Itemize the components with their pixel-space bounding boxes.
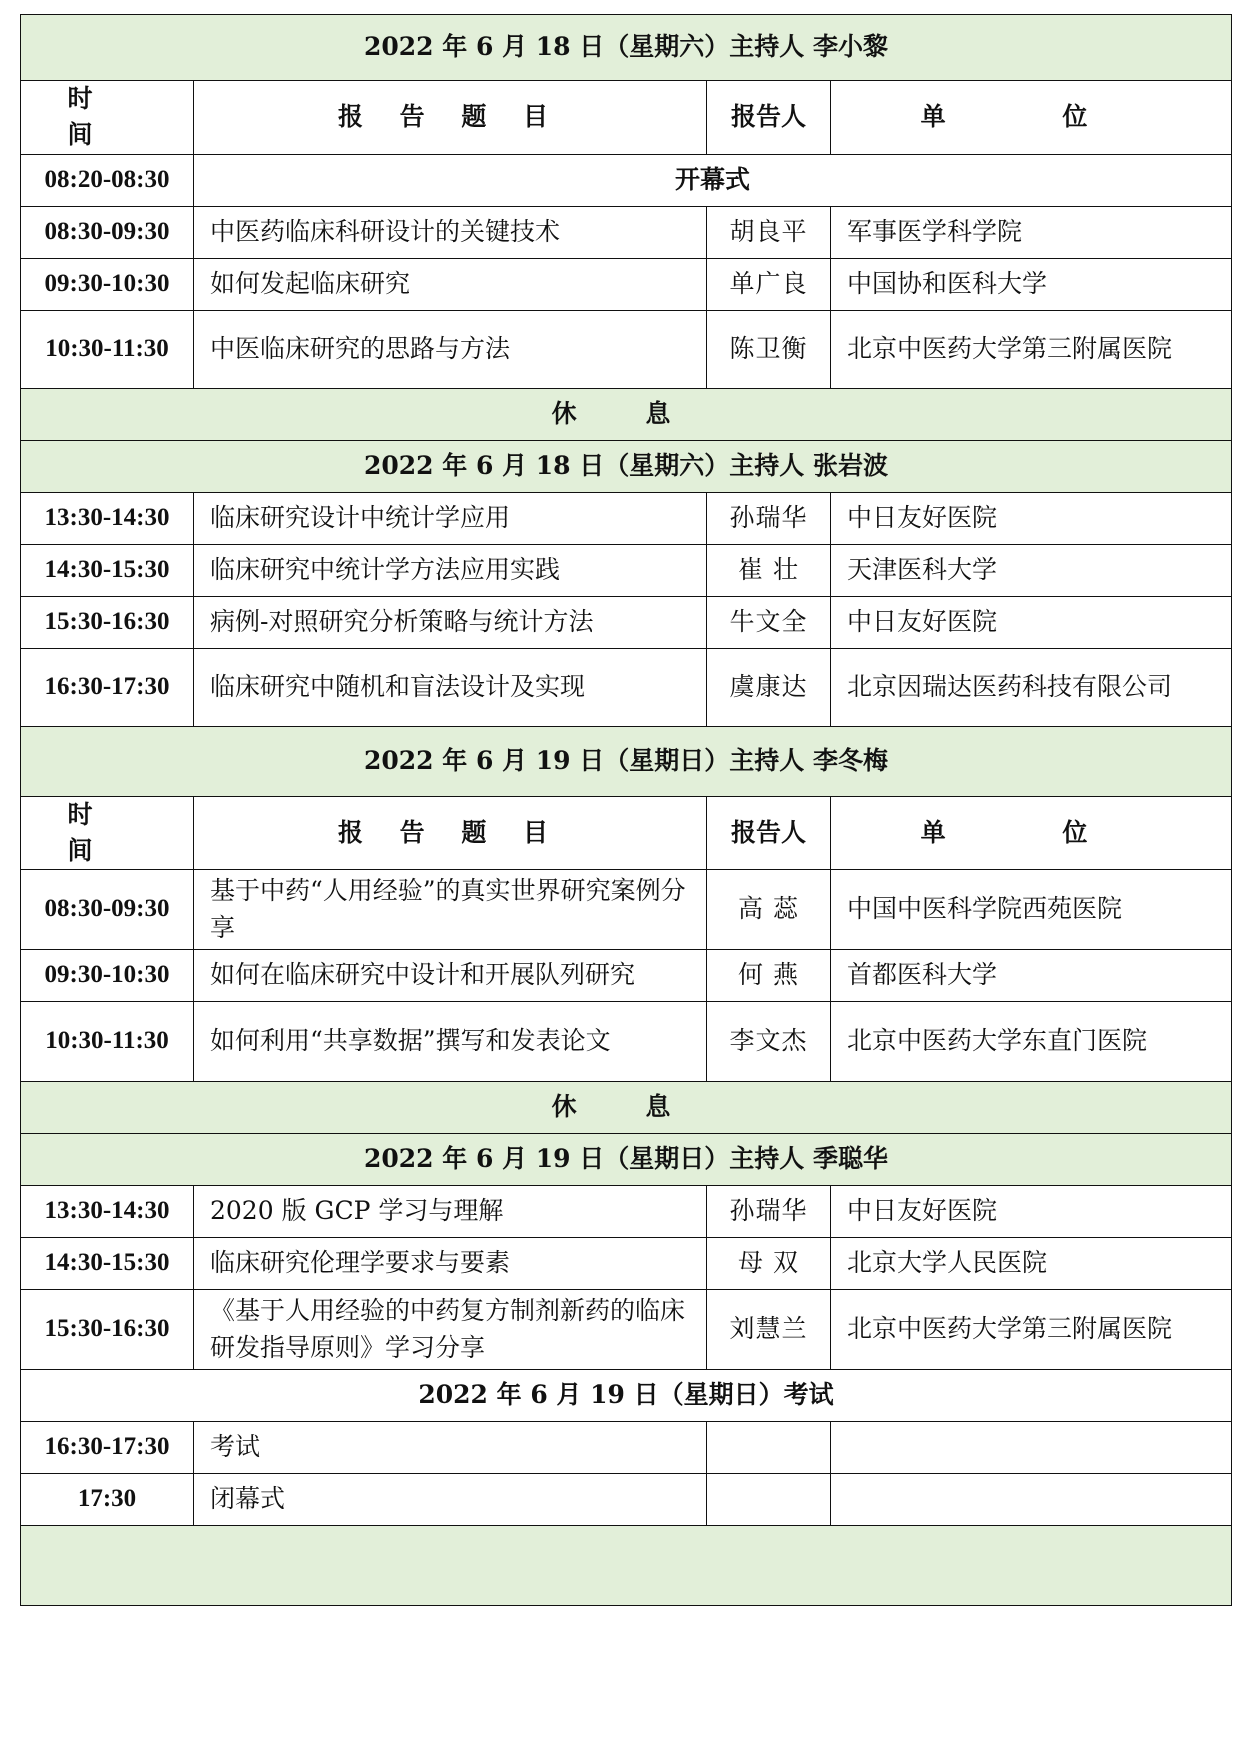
table-row xyxy=(21,1002,1232,1082)
speaker-cell: 母 双 xyxy=(707,1238,831,1290)
time-cell: 16:30-17:30 xyxy=(21,648,194,726)
time-cell: 10:30-11:30 xyxy=(21,1002,194,1082)
column-header-row xyxy=(21,796,1232,870)
unit-cell: 中日友好医院 xyxy=(831,1186,1232,1238)
unit-cell: 中日友好医院 xyxy=(831,492,1232,544)
speaker-cell: 孙瑞华 xyxy=(707,1186,831,1238)
footer-empty-row xyxy=(21,1526,1232,1606)
unit-cell: 北京大学人民医院 xyxy=(831,1238,1232,1290)
header-unit: 单 位 xyxy=(831,796,1232,870)
time-cell: 09:30-10:30 xyxy=(21,950,194,1002)
speaker-cell: 单广良 xyxy=(707,258,831,310)
break-row xyxy=(21,388,1232,440)
speaker-cell: 孙瑞华 xyxy=(707,492,831,544)
session-title-row xyxy=(21,15,1232,81)
exam-title-row xyxy=(21,1370,1232,1422)
time-cell: 15:30-16:30 xyxy=(21,596,194,648)
time-cell: 08:30-09:30 xyxy=(21,870,194,950)
break-label: 休 息 xyxy=(21,388,1232,440)
column-header-row xyxy=(21,81,1232,155)
session-title: 2022 年 6 月 19 日（星期日）主持人 李冬梅 xyxy=(21,726,1232,796)
session-title-row xyxy=(21,440,1232,492)
time-cell: 09:30-10:30 xyxy=(21,258,194,310)
table-row xyxy=(21,596,1232,648)
time-cell: 17:30 xyxy=(21,1474,194,1526)
unit-cell xyxy=(831,1422,1232,1474)
time-cell: 13:30-14:30 xyxy=(21,492,194,544)
unit-cell: 北京因瑞达医药科技有限公司 xyxy=(831,648,1232,726)
header-topic: 报 告 题 目 xyxy=(194,81,707,155)
speaker-cell: 陈卫衡 xyxy=(707,310,831,388)
table-row xyxy=(21,258,1232,310)
header-unit: 单 位 xyxy=(831,81,1232,155)
session-title-row xyxy=(21,726,1232,796)
topic-cell: 临床研究中统计学方法应用实践 xyxy=(194,544,707,596)
topic-cell: 《基于人用经验的中药复方制剂新药的临床研发指导原则》学习分享 xyxy=(194,1290,707,1370)
break-label: 休 息 xyxy=(21,1082,1232,1134)
table-row xyxy=(21,1290,1232,1370)
topic-cell: 考试 xyxy=(194,1422,707,1474)
schedule-table xyxy=(20,14,1232,1606)
speaker-cell xyxy=(707,1474,831,1526)
opening-ceremony: 开幕式 xyxy=(194,154,1232,206)
unit-cell: 中国中医科学院西苑医院 xyxy=(831,870,1232,950)
time-cell: 10:30-11:30 xyxy=(21,310,194,388)
table-row xyxy=(21,492,1232,544)
time-cell: 15:30-16:30 xyxy=(21,1290,194,1370)
speaker-cell: 虞康达 xyxy=(707,648,831,726)
break-row xyxy=(21,1082,1232,1134)
table-row xyxy=(21,870,1232,950)
topic-cell: 中医临床研究的思路与方法 xyxy=(194,310,707,388)
topic-cell: 临床研究中随机和盲法设计及实现 xyxy=(194,648,707,726)
table-row xyxy=(21,154,1232,206)
session-title: 2022 年 6 月 18 日（星期六）主持人 张岩波 xyxy=(21,440,1232,492)
table-row xyxy=(21,206,1232,258)
topic-cell: 如何发起临床研究 xyxy=(194,258,707,310)
speaker-cell xyxy=(707,1422,831,1474)
table-row xyxy=(21,1422,1232,1474)
table-row xyxy=(21,1186,1232,1238)
unit-cell: 中国协和医科大学 xyxy=(831,258,1232,310)
topic-cell: 如何在临床研究中设计和开展队列研究 xyxy=(194,950,707,1002)
topic-cell: 基于中药“人用经验”的真实世界研究案例分享 xyxy=(194,870,707,950)
topic-cell: 临床研究设计中统计学应用 xyxy=(194,492,707,544)
table-row xyxy=(21,1238,1232,1290)
unit-cell: 北京中医药大学第三附属医院 xyxy=(831,310,1232,388)
time-cell: 16:30-17:30 xyxy=(21,1422,194,1474)
exam-title: 2022 年 6 月 19 日（星期日）考试 xyxy=(21,1370,1232,1422)
unit-cell: 首都医科大学 xyxy=(831,950,1232,1002)
speaker-cell: 牛文全 xyxy=(707,596,831,648)
time-cell: 13:30-14:30 xyxy=(21,1186,194,1238)
table-row xyxy=(21,648,1232,726)
header-speaker: 报告人 xyxy=(707,81,831,155)
speaker-cell: 李文杰 xyxy=(707,1002,831,1082)
topic-cell: 病例-对照研究分析策略与统计方法 xyxy=(194,596,707,648)
session-title: 2022 年 6 月 19 日（星期日）主持人 季聪华 xyxy=(21,1134,1232,1186)
time-cell: 08:30-09:30 xyxy=(21,206,194,258)
table-row xyxy=(21,1474,1232,1526)
topic-cell: 如何利用“共享数据”撰写和发表论文 xyxy=(194,1002,707,1082)
topic-cell: 中医药临床科研设计的关键技术 xyxy=(194,206,707,258)
unit-cell xyxy=(831,1474,1232,1526)
speaker-cell: 刘慧兰 xyxy=(707,1290,831,1370)
topic-cell: 临床研究伦理学要求与要素 xyxy=(194,1238,707,1290)
session-title-row xyxy=(21,1134,1232,1186)
time-cell: 14:30-15:30 xyxy=(21,544,194,596)
unit-cell: 中日友好医院 xyxy=(831,596,1232,648)
topic-cell: 2020 版 GCP 学习与理解 xyxy=(194,1186,707,1238)
footer-empty-cell xyxy=(21,1526,1232,1606)
table-row xyxy=(21,544,1232,596)
unit-cell: 北京中医药大学东直门医院 xyxy=(831,1002,1232,1082)
time-cell: 08:20-08:30 xyxy=(21,154,194,206)
speaker-cell: 崔 壮 xyxy=(707,544,831,596)
unit-cell: 军事医学科学院 xyxy=(831,206,1232,258)
table-row xyxy=(21,310,1232,388)
session-title: 2022 年 6 月 18 日（星期六）主持人 李小黎 xyxy=(21,15,1232,81)
header-time: 时 间 xyxy=(21,796,194,870)
speaker-cell: 何 燕 xyxy=(707,950,831,1002)
header-speaker: 报告人 xyxy=(707,796,831,870)
table-row xyxy=(21,950,1232,1002)
header-time: 时 间 xyxy=(21,81,194,155)
time-cell: 14:30-15:30 xyxy=(21,1238,194,1290)
speaker-cell: 胡良平 xyxy=(707,206,831,258)
speaker-cell: 高 蕊 xyxy=(707,870,831,950)
topic-cell: 闭幕式 xyxy=(194,1474,707,1526)
unit-cell: 北京中医药大学第三附属医院 xyxy=(831,1290,1232,1370)
header-topic: 报 告 题 目 xyxy=(194,796,707,870)
unit-cell: 天津医科大学 xyxy=(831,544,1232,596)
